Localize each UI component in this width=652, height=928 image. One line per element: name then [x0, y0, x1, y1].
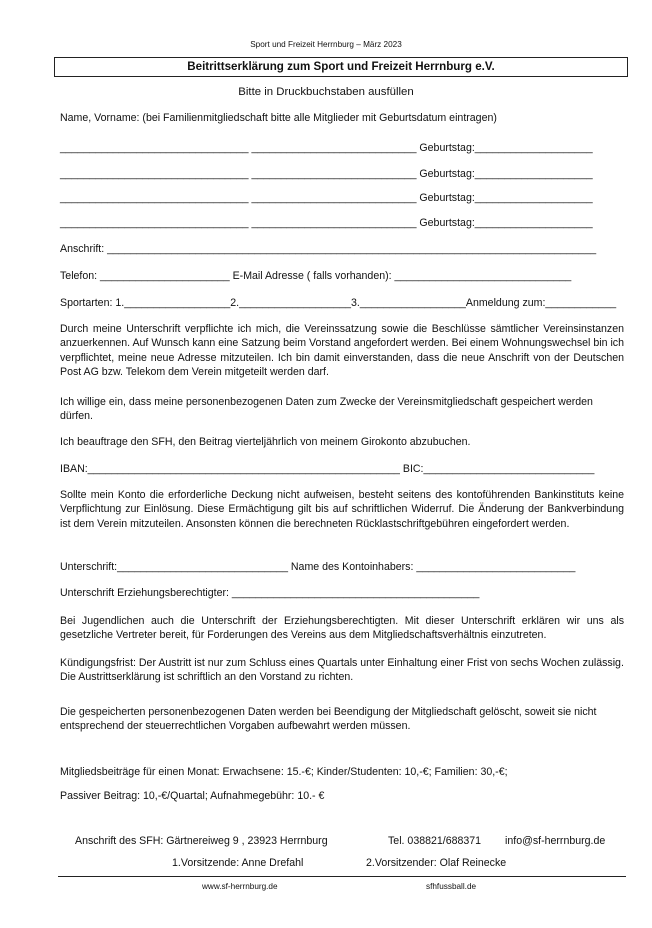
paragraph-statutes: Durch meine Unterschrift verpflichte ich mich, die Vereinssatzung sowie die Beschlüsse sämtlicher Vereinsinstanzen anzuerkennen. Auf Wunsch kann eine Satzung beim Vorstand angefordert werden. Bei einem Wohnungswechsel bin ich verpflichtet, meine neue Adresse mitzuteilen. Ich bin damit einverstanden, dass die neue Anschrift von der Deutschen Post AG bzw. Telekom dem Verein mitgeteilt werden darf.: [60, 323, 624, 378]
paragraph-direct-debit: Ich beauftrage den SFH, den Beitrag vierteljährlich von meinem Girokonto abzubuchen.: [60, 436, 471, 448]
name-field[interactable]: ________________________________: [60, 142, 249, 154]
name-row-2[interactable]: [60, 168, 593, 181]
fees-passive: Passiver Beitrag: 10,-€/Quartal; Aufnahmegebühr: 10.- €: [60, 790, 325, 802]
footer-address: Anschrift des SFH: Gärtnereiweg 9 , 23923 Herrnburg: [75, 835, 328, 847]
name-row-1[interactable]: [60, 142, 593, 155]
title-box: [54, 57, 628, 77]
document-title: Beitrittserklärung zum Sport und Freizeit Herrnburg e.V.: [187, 60, 495, 73]
address-field[interactable]: Anschrift: ___________________________________________________________________________________: [60, 243, 597, 255]
guardian-signature-field[interactable]: Unterschrift Erziehungsberechtigter: __________________________________________: [60, 587, 480, 599]
footer-website-link[interactable]: www.sf-herrnburg.de: [202, 882, 278, 891]
paragraph-guardians: Bei Jugendlichen auch die Unterschrift der Erziehungsberechtigten. Mit dieser Unterschrift erklären wir uns als gesetzliche Vertreter bereit, für Forderungen des Vereins aus dem Mitgliedschaftsverhältnis einzutreten.: [60, 615, 624, 642]
footer-chair-2: 2.Vorsitzender: Olaf Reinecke: [366, 857, 507, 869]
vorname-field[interactable]: ____________________________: [251, 142, 417, 154]
name-field[interactable]: ________________________________: [60, 168, 249, 180]
name-field[interactable]: ________________________________: [60, 217, 249, 229]
document-subtitle: Bitte in Druckbuchstaben ausfüllen: [238, 86, 414, 98]
name-row-4[interactable]: [60, 217, 593, 230]
iban-bic-field[interactable]: IBAN:_____________________________________________________ BIC:_____________________________: [60, 463, 595, 475]
name-row-3[interactable]: [60, 192, 593, 205]
vorname-field[interactable]: ____________________________: [251, 192, 417, 204]
footer-social-link[interactable]: sfhfussball.de: [426, 882, 477, 891]
footer-divider: [58, 876, 626, 877]
sports-field[interactable]: Sportarten: 1.__________________2.___________________3.__________________Anmeldung zum:____________: [60, 297, 617, 309]
footer-chair-1: 1.Vorsitzende: Anne Drefahl: [172, 857, 304, 869]
paragraph-data-consent: Ich willige ein, dass meine personenbezogenen Daten zum Zwecke der Vereinsmitgliedschaft gespeichert werden dürfen.: [60, 396, 593, 423]
footer-phone: Tel. 038821/688371: [388, 835, 482, 847]
birthday-field[interactable]: Geburtstag:____________________: [419, 217, 593, 229]
footer-email[interactable]: info@sf-herrnburg.de: [505, 835, 606, 847]
birthday-field[interactable]: Geburtstag:____________________: [419, 192, 593, 204]
paragraph-cancellation: Kündigungsfrist: Der Austritt ist nur zum Schluss eines Quartals unter Einhaltung einer Frist von sechs Wochen zulässig. Die Austrittserklärung ist schriftlich an den Vorstand zu richten.: [60, 657, 624, 684]
phone-email-field[interactable]: Telefon: ______________________ E-Mail Adresse ( falls vorhanden): ______________________________: [60, 270, 572, 282]
fees-monthly: Mitgliedsbeiträge für einen Monat: Erwachsene: 15.-€; Kinder/Studenten: 10,-€; Familien: 30,-€;: [60, 766, 508, 778]
vorname-field[interactable]: ____________________________: [251, 168, 417, 180]
vorname-field[interactable]: ____________________________: [251, 217, 417, 229]
birthday-field[interactable]: Geburtstag:____________________: [419, 142, 593, 154]
birthday-field[interactable]: Geburtstag:____________________: [419, 168, 593, 180]
name-field[interactable]: ________________________________: [60, 192, 249, 204]
paragraph-bank-coverage: Sollte mein Konto die erforderliche Deckung nicht aufweisen, besteht seitens des kontoführenden Bankinstituts keine Verpflichtung zur Einlösung. Diese Ermächtigung gilt bis auf schriftlichen Widerruf. Die Änderung der Bankverbindung ist dem Verein mitzuteilen. Ansonsten können die berechneten Rücklastschriftgebühren eingefordert werden.: [60, 489, 624, 530]
name-label: Name, Vorname: (bei Familienmitgliedschaft bitte alle Mitglieder mit Geburtsdatum eintragen): [60, 112, 497, 124]
paragraph-data-deletion: Die gespeicherten personenbezogenen Daten werden bei Beendigung der Mitgliedschaft gelöscht, soweit sie nicht entsprechend der steuerrechtlichen Vorgaben aufbewahrt werden müssen.: [60, 706, 597, 733]
header-note: Sport und Freizeit Herrnburg – März 2023: [250, 40, 402, 49]
signature-field[interactable]: Unterschrift:_____________________________ Name des Kontoinhabers: ___________________________: [60, 561, 576, 573]
